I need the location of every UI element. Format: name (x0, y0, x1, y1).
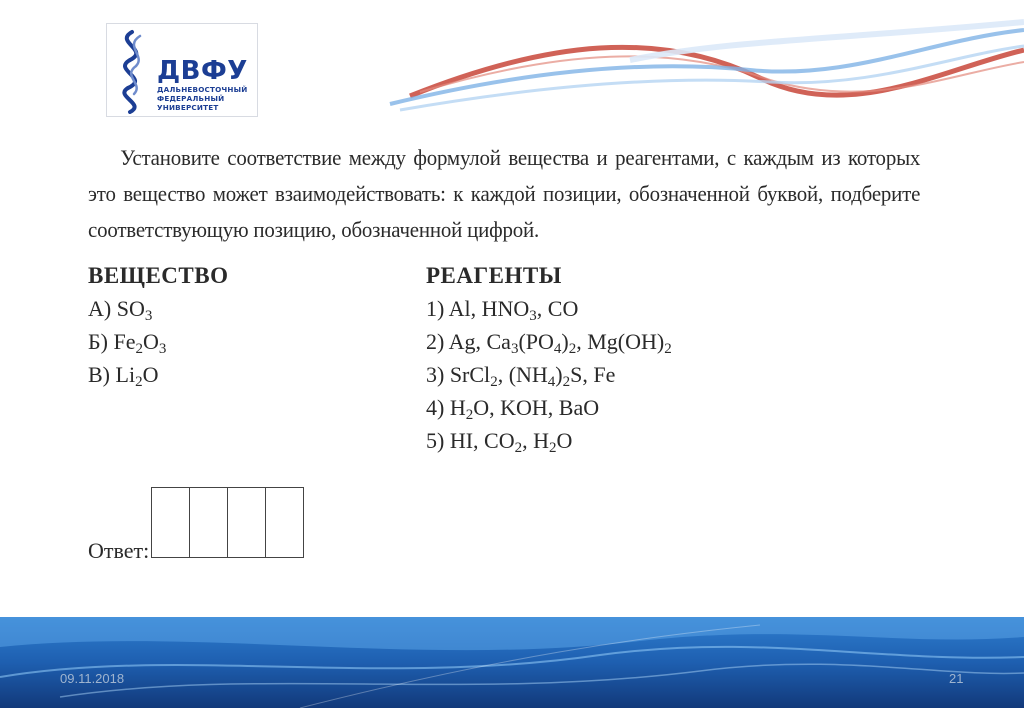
slide-date: 09.11.2018 (60, 671, 125, 686)
substance-item: В) $Li_2O$ (88, 362, 159, 390)
answer-cell-extra[interactable] (266, 488, 303, 557)
logo-subtitle (157, 85, 248, 112)
logo-title: ДВФУ (157, 56, 248, 86)
reagent-item: 1) Al, $HNO_3$, CO (426, 296, 579, 324)
substance-item: А) $SO_3$ (88, 296, 153, 324)
dvfu-emblem-icon (110, 28, 154, 114)
footer-wave-band (0, 617, 1024, 708)
reagent-item: 3) SrCl$_2$, $(NH_4)_2S$, Fe (426, 362, 616, 390)
logo-subtitle-line: ДАЛЬНЕВОСТОЧНЫЙ (157, 85, 248, 94)
logo-subtitle-line: УНИВЕРСИТЕТ (157, 103, 219, 112)
reagent-item: 2) Ag, $Ca_3(PO_4)_2$, $Mg(OH)_2$ (426, 329, 672, 357)
answer-cell-v[interactable] (228, 488, 266, 557)
answer-cell-b[interactable] (190, 488, 228, 557)
task-instructions: Установите соответствие между формулой вещества и реагентами, с каждым из которых это вещество может взаимодействовать: к каждой позиции, обозначенной буквой, подберите соответствующую позицию, обозначенной цифрой. (88, 145, 921, 242)
answer-label: Ответ: (88, 538, 150, 563)
slide-number: 21 (949, 671, 964, 686)
reagent-item: 5) HI, $CO_2$, $H_2O$ (426, 428, 573, 456)
substance-column-header: ВЕЩЕСТВО (88, 263, 229, 288)
answer-grid (151, 487, 304, 558)
answer-cell-a[interactable] (152, 488, 190, 557)
university-logo (106, 23, 258, 117)
logo-subtitle-line: ФЕДЕРАЛЬНЫЙ (157, 94, 225, 103)
header-wave-decoration (330, 0, 1024, 120)
reagent-item: 4) $H_2O$, KOH, BaO (426, 395, 600, 423)
reagents-column-header: РЕАГЕНТЫ (426, 263, 562, 288)
substance-item: Б) $Fe_2O_3$ (88, 329, 167, 357)
